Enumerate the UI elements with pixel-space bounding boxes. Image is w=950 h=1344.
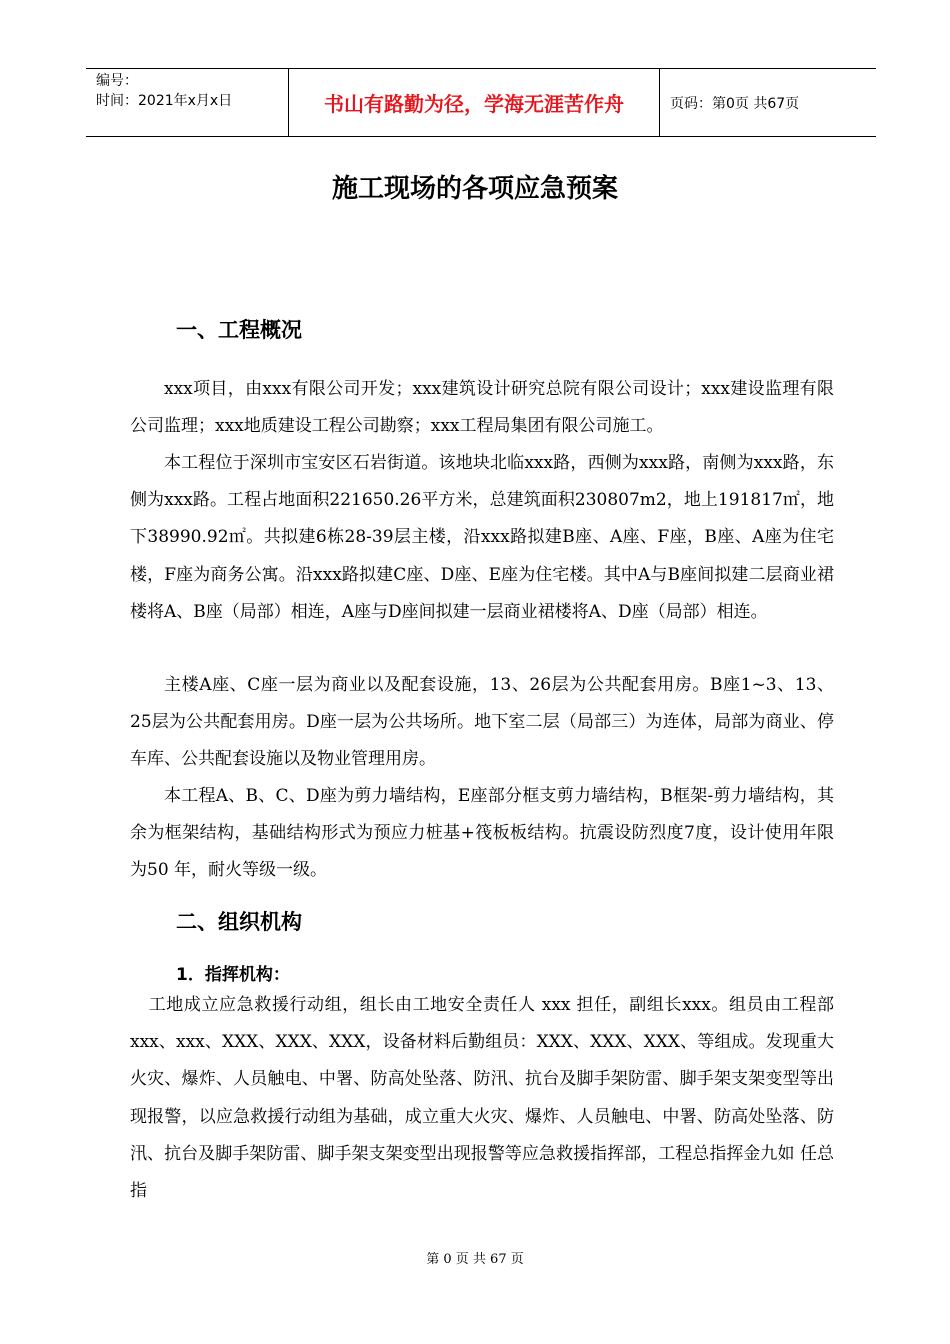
paragraph: 本工程位于深圳市宝安区石岩街道。该地块北临xxx路，西侧为xxx路，南侧为xxx路，东侧为xxx路。工程占地面积221650.26平方米，总建筑面积230807m2，地上191817㎡，地下38990.92㎡。共拟建6栋28-39层主楼，沿xxx路拟建B座、A座、F座，B座、A座为住宅楼，F座为商务公寓。沿xxx路拟建C座、D座、E座为住宅楼。其中A与B座间拟建二层商业裙楼将A、B座（局部）相连，A座与D座间拟建一层商业裙楼将A、D座（局部）相连。: [130, 453, 834, 622]
header-page-info: 页码：第0页 共67页: [670, 95, 800, 112]
paragraph: 工地成立应急救援行动组，组长由工地安全责任人 xxx 担任，副组长xxx。组员由工程部 xxx、xxx、XXX、XXX、XXX，设备材料后勤组员：XXX、XXX、XXX、等组成。发现重大火灾、爆炸、人员触电、中署、防高处坠落、防汛、抗台及脚手架防雷、脚手架支架变型等出现报警，以应急救援行动组为基础，成立重大火灾、爆炸、人员触电、中署、防高处坠落、防汛、抗台及脚手架防雷、脚手架支架变型出现报警等应急救援指挥部，工程总指挥金九如 任总指: [130, 995, 834, 1202]
subsection-heading-command: 1．指挥机构：: [176, 965, 290, 985]
paragraph: xxx项目，由xxx有限公司开发；xxx建筑设计研究总院有限公司设计；xxx建设监理有限公司监理；xxx地质建设工程公司勘察；xxx工程局集团有限公司施工。: [130, 379, 834, 437]
header-meta: [86, 69, 288, 136]
paragraph: 主楼A座、C座一层为商业以及配套设施，13、26层为公共配套用房。B座1~3、13、25层为公共配套用房。D座一层为公共场所。地下室二层（局部三）为连体，局部为商业、停车库、公共配套设施以及物业管理用房。: [130, 675, 835, 770]
section-heading-overview: 一、工程概况: [176, 318, 302, 342]
section-heading-organization: 二、组织机构: [176, 910, 302, 934]
document-title: 施工现场的各项应急预案: [331, 174, 618, 204]
time-label: 时间：2021年x月x日: [96, 93, 233, 109]
code-label: 编号：: [96, 73, 138, 89]
page-footer: 第 0 页 共 67 页: [426, 1252, 524, 1267]
paragraph: 本工程A、B、C、D座为剪力墙结构，E座部分框支剪力墙结构，B框架-剪力墙结构，其余为框架结构，基础结构形式为预应力桩基+筏板板结构。抗震设防烈度7度，设计使用年限为50 年，耐火等级一级。: [130, 786, 834, 881]
header-motto: 书山有路勤为径，学海无涯苦作舟: [288, 69, 660, 136]
header-table: [86, 68, 876, 137]
